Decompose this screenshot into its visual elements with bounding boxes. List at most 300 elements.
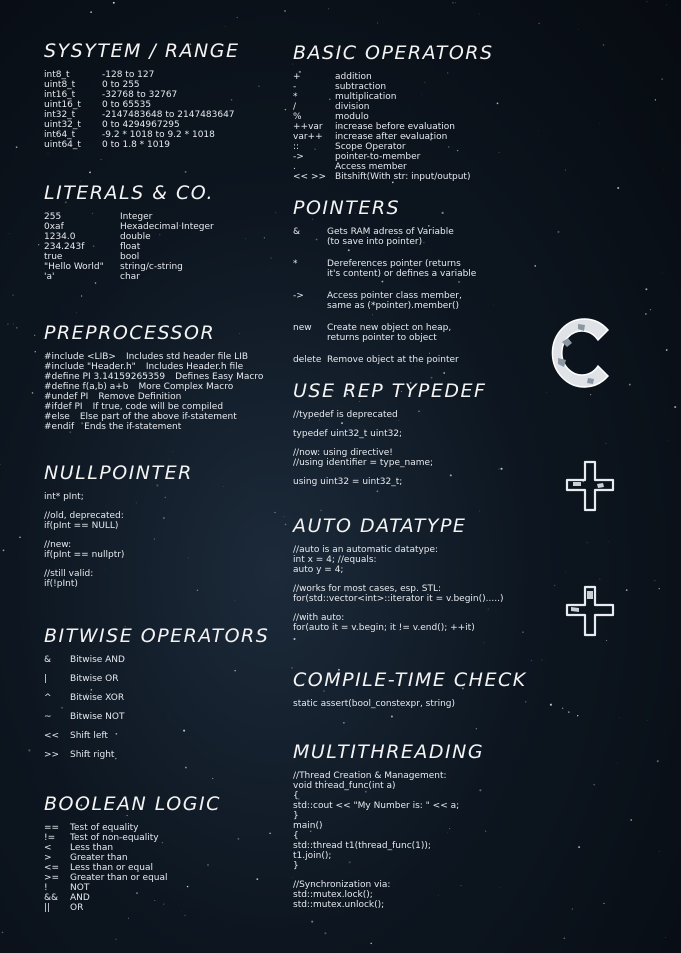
code-line: if(!pInt) [44, 579, 78, 589]
row-value: pointer-to-member [335, 152, 421, 162]
star [650, 309, 651, 310]
row-value: Else part of the above if-statement [79, 412, 237, 422]
row-value: Remove object at the pointer [327, 355, 459, 365]
star [657, 760, 659, 762]
operators-table [293, 72, 533, 182]
row-key: 1234.0 [44, 232, 76, 242]
code-line: if(pInt == nullptr) [44, 550, 125, 560]
code-line: //Synchronization via: [293, 880, 391, 890]
row-value: 0 to 255 [102, 80, 140, 90]
row-value: If true, code will be compiled [92, 402, 224, 412]
star [431, 377, 433, 379]
star [38, 244, 39, 245]
star [34, 335, 35, 336]
row-key: ++var [293, 122, 323, 132]
row-key: - [293, 82, 297, 92]
code-line [293, 468, 543, 477]
table-row [44, 712, 284, 722]
row-key: delete [293, 355, 322, 365]
star [13, 324, 14, 325]
literals-table [44, 212, 284, 282]
star [377, 490, 379, 492]
row-value: addition [335, 72, 372, 82]
table-row [44, 140, 284, 150]
star [19, 536, 21, 538]
code-line [44, 531, 284, 540]
star [225, 26, 226, 27]
star [554, 585, 555, 586]
table-row [293, 227, 543, 247]
row-value: Create new object on heap, returns pointer to object [327, 323, 452, 343]
section-heading: PREPROCESSOR [44, 322, 216, 344]
table-row [44, 843, 284, 853]
star [311, 921, 313, 923]
star [629, 384, 631, 386]
section-bitwise-operators [44, 625, 284, 769]
row-value: Integer [120, 212, 153, 222]
star [484, 642, 485, 643]
plus-sign-logo [565, 460, 615, 512]
table-row [44, 212, 284, 222]
star [76, 312, 77, 313]
row-value: 0 to 65535 [102, 100, 152, 110]
star [645, 313, 647, 315]
row-value: -2147483648 to 2147483647 [102, 110, 235, 120]
table-row [293, 82, 533, 92]
table-row [293, 162, 533, 172]
row-key: ~ [44, 712, 52, 722]
code-line [293, 871, 543, 880]
section-heading: BITWISE OPERATORS [44, 625, 270, 647]
row-key: || [44, 903, 51, 913]
table-row [293, 122, 533, 132]
code-line: //auto is an automatic datatype: [293, 545, 439, 555]
code-line: //with auto: [293, 613, 345, 623]
row-value: -32768 to 32767 [102, 90, 178, 100]
star [662, 272, 663, 273]
section-heading: AUTO DATATYPE [293, 515, 467, 537]
row-key: >= [44, 873, 60, 883]
section-heading: BOOLEAN LOGIC [44, 793, 221, 815]
table-row [44, 655, 284, 665]
row-key: + [293, 72, 301, 82]
star [235, 601, 236, 602]
section-preprocessor [44, 322, 289, 432]
row-key: << [44, 731, 60, 741]
star [285, 109, 286, 110]
star [546, 392, 547, 393]
code-line [293, 604, 543, 613]
table-row [44, 833, 284, 843]
row-key: int64_t [44, 130, 76, 140]
table-row [44, 750, 284, 760]
star [563, 937, 565, 939]
star [619, 717, 620, 718]
star [128, 918, 129, 919]
row-value: float [120, 242, 141, 252]
row-value: Hexadecimal Integer [120, 222, 214, 232]
row-key: #include "Header.h" [44, 362, 136, 372]
row-value: Bitwise AND [70, 655, 125, 665]
row-key: #define f(a,b) a+b [44, 382, 129, 392]
code-line [44, 502, 284, 511]
row-value: 0 to 1.8 * 1019 [102, 140, 170, 150]
star [455, 2, 456, 3]
row-key: && [44, 893, 59, 903]
code-line: //using identifier = type_name; [293, 458, 434, 468]
table-row [293, 259, 543, 279]
star [185, 915, 186, 916]
star [654, 580, 655, 581]
section-nullpointer [44, 462, 284, 589]
section-heading: NULLPOINTER [44, 462, 193, 484]
code-line: //Thread Creation & Management: [293, 771, 447, 781]
section-compile-time-check [293, 669, 543, 709]
row-value: string/c-string [120, 262, 183, 272]
code-line: void thread_func(int a) [293, 781, 396, 791]
star [185, 171, 187, 173]
star [343, 722, 344, 723]
star [3, 550, 5, 552]
row-value: Ends the if-statement [84, 422, 182, 432]
table-row [44, 893, 284, 903]
star [452, 2, 453, 3]
star [600, 123, 601, 124]
code-line: std::thread t1(thread_func(1)); [293, 841, 431, 851]
table-row [293, 142, 533, 152]
table-row [293, 102, 533, 112]
star [557, 231, 559, 233]
star [568, 711, 570, 713]
table-row [44, 272, 284, 282]
row-key: 255 [44, 212, 62, 222]
star [659, 851, 660, 852]
row-value: Shift left [70, 731, 108, 741]
code-line: typedef uint32_t uint32; [293, 429, 403, 439]
row-value: Gets RAM adress of Variable (to save into pointer) [327, 227, 454, 247]
table-row [44, 731, 284, 741]
table-row [44, 110, 284, 120]
row-key: & [293, 227, 301, 237]
row-key: #undef PI [44, 392, 89, 402]
threads-code [293, 771, 543, 910]
code-line: std::cout << "My Number is: " << a; [293, 801, 460, 811]
row-key: / [293, 102, 297, 112]
table-row [44, 222, 284, 232]
code-line: int* pInt; [44, 492, 84, 502]
star [479, 511, 480, 512]
table-row [44, 903, 284, 913]
row-key: int32_t [44, 110, 76, 120]
table-row [44, 412, 289, 422]
star [115, 35, 116, 36]
section-multithreading [293, 741, 543, 910]
star [538, 130, 539, 131]
table-row [44, 674, 284, 684]
star [617, 187, 619, 189]
row-value: Test of non-equality [70, 833, 159, 843]
row-key: uint16_t [44, 100, 81, 110]
star [16, 146, 18, 148]
code-line: if(pInt == NULL) [44, 521, 119, 531]
table-row [44, 70, 284, 80]
star [0, 464, 1, 465]
star [542, 660, 543, 661]
star [659, 588, 660, 589]
star [630, 819, 632, 821]
code-line: std::mutex.lock(); [293, 890, 373, 900]
typedef-code [293, 410, 543, 487]
code-line: static assert(bool_constexpr, string) [293, 699, 456, 709]
row-key: != [44, 833, 56, 843]
section-heading: LITERALS & CO. [44, 182, 215, 204]
star [95, 282, 97, 284]
table-row [293, 92, 533, 102]
code-line: //typedef is deprecated [293, 410, 398, 420]
row-value: Bitshift(With str: input/output) [335, 172, 471, 182]
star [626, 589, 628, 591]
code-line [44, 560, 284, 569]
row-value: Test of equality [70, 823, 139, 833]
row-key: 234.243f [44, 242, 85, 252]
star [603, 903, 604, 904]
star [531, 660, 532, 661]
star [113, 2, 115, 4]
star [587, 542, 588, 543]
row-value: Bitwise OR [70, 674, 119, 684]
table-row [44, 362, 289, 372]
star [2, 932, 4, 934]
row-key: #else [44, 412, 70, 422]
table-row [44, 130, 284, 140]
row-key: == [44, 823, 60, 833]
section-literals [44, 182, 284, 282]
nullpointer-code [44, 492, 284, 589]
row-value: Dereferences pointer (returns it's content) or defines a variable [327, 259, 477, 279]
star [12, 294, 14, 296]
row-key: new [293, 323, 312, 333]
row-value: multiplication [335, 92, 397, 102]
row-key: int16_t [44, 90, 76, 100]
code-line [293, 575, 543, 584]
row-key: -> [293, 291, 304, 301]
bitwise-table [44, 655, 284, 760]
row-key: >> [44, 750, 60, 760]
table-row [293, 152, 533, 162]
star [476, 728, 477, 729]
code-line: std::mutex.unlock(); [293, 900, 385, 910]
star [666, 5, 667, 6]
star [284, 10, 285, 11]
row-key: > [44, 853, 52, 863]
table-row [44, 100, 284, 110]
star [577, 715, 578, 716]
star [590, 394, 591, 395]
star [35, 351, 36, 352]
code-line: //still valid: [44, 569, 94, 579]
row-value: modulo [335, 112, 369, 122]
row-value: Includes Header.h file [145, 362, 244, 372]
code-line: //now: using directive! [293, 448, 393, 458]
star [169, 460, 170, 461]
row-key: . [293, 162, 296, 172]
table-row [44, 80, 284, 90]
code-line: } [293, 811, 299, 821]
row-key: #define PI 3.14159265359 [44, 372, 166, 382]
star [479, 14, 480, 15]
row-key: ! [44, 883, 48, 893]
preprocessor-table [44, 352, 289, 432]
section-heading: MULTITHREADING [293, 741, 485, 763]
pointers-table [293, 227, 543, 365]
row-value: Bitwise NOT [70, 712, 125, 722]
star [665, 937, 666, 938]
row-key: var++ [293, 132, 323, 142]
code-line: using uint32 = uint32_t; [293, 477, 403, 487]
table-row [44, 863, 284, 873]
table-row [44, 382, 289, 392]
code-line: } [293, 861, 299, 871]
star [9, 233, 10, 234]
star [197, 590, 198, 591]
code-line: t1.join(); [293, 851, 332, 861]
table-row [44, 120, 284, 130]
code-line: main() [293, 821, 323, 831]
row-value: -128 to 127 [102, 70, 155, 80]
star [600, 579, 601, 580]
table-row [44, 392, 289, 402]
row-value: More Complex Macro [138, 382, 234, 392]
boolean-table [44, 823, 284, 913]
star [646, 1, 647, 2]
star [655, 99, 656, 100]
star [89, 171, 91, 173]
row-value: division [335, 102, 370, 112]
star [645, 288, 647, 290]
row-key: 0xaf [44, 222, 64, 232]
star [565, 169, 566, 170]
row-value: Access member [335, 162, 407, 172]
star [609, 541, 610, 542]
row-key: ^ [44, 693, 52, 703]
star [663, 169, 664, 170]
row-value: Bitwise XOR [70, 693, 125, 703]
star [328, 9, 329, 10]
section-pointers [293, 197, 543, 377]
table-row [44, 262, 284, 272]
row-key: #ifdef PI [44, 402, 83, 412]
star [647, 720, 648, 721]
star [606, 640, 607, 641]
table-row [44, 693, 284, 703]
row-value: Includes std header file LIB [125, 352, 249, 362]
code-line: auto y = 4; [293, 565, 344, 575]
star [674, 406, 676, 408]
row-value: increase before evaluation [335, 122, 455, 132]
star [572, 909, 573, 910]
row-key: | [44, 674, 48, 684]
table-row [44, 372, 289, 382]
star [594, 784, 595, 785]
star [578, 846, 580, 848]
row-key: "Hello World" [44, 262, 104, 272]
section-heading: POINTERS [293, 197, 401, 219]
star [377, 23, 378, 24]
row-value: Less than or equal [70, 863, 153, 873]
row-value: double [120, 232, 151, 242]
star [115, 939, 116, 940]
star [293, 638, 295, 640]
star [16, 327, 17, 328]
row-value: subtraction [335, 82, 387, 92]
compile-code [293, 699, 543, 709]
row-key: * [293, 259, 298, 269]
code-line [293, 420, 543, 429]
section-heading: SYSYTEM / RANGE [44, 40, 240, 62]
table-row [44, 873, 284, 883]
row-key: #endif [44, 422, 75, 432]
table-row [44, 823, 284, 833]
star [391, 715, 393, 717]
star [237, 17, 238, 18]
star [605, 443, 606, 444]
star [101, 159, 102, 160]
row-value: char [120, 272, 140, 282]
table-row [293, 112, 533, 122]
star [7, 323, 9, 325]
table-row [293, 172, 533, 182]
table-row [293, 355, 543, 365]
table-row [293, 323, 543, 343]
code-line [293, 439, 543, 448]
section-basic-operators [293, 42, 533, 182]
row-value: Less than [70, 843, 114, 853]
row-value: increase after evaluation [335, 132, 448, 142]
table-row [44, 422, 289, 432]
table-row [293, 132, 533, 142]
row-key: -> [293, 152, 304, 162]
c-letter-logo [548, 312, 623, 394]
star [212, 778, 213, 779]
table-row [44, 352, 289, 362]
code-line: { [293, 791, 299, 801]
row-key: true [44, 252, 63, 262]
row-value: Access pointer class member, same as (*pointer).member() [327, 291, 462, 311]
table-row [44, 853, 284, 863]
table-row [44, 232, 284, 242]
row-key: uint32_t [44, 120, 81, 130]
row-value: Remove Definition [98, 392, 182, 402]
plus-sign-logo [565, 585, 615, 637]
row-value: Greater than [70, 853, 128, 863]
section-typedef [293, 380, 543, 487]
code-line: //new: [44, 540, 72, 550]
star [562, 708, 563, 709]
row-key: uint8_t [44, 80, 76, 90]
code-line: for(auto it = v.begin; it != v.end(); ++it) [293, 623, 475, 633]
star [285, 524, 287, 526]
code-line: //old, deprecated: [44, 511, 124, 521]
star [48, 154, 49, 155]
row-key: int8_t [44, 70, 70, 80]
table-row [293, 72, 533, 82]
table-row [44, 252, 284, 262]
star [28, 749, 30, 751]
table-row [44, 402, 289, 412]
row-key: * [293, 92, 298, 102]
row-key: :: [293, 142, 300, 152]
section-heading: COMPILE-TIME CHECK [293, 669, 527, 691]
